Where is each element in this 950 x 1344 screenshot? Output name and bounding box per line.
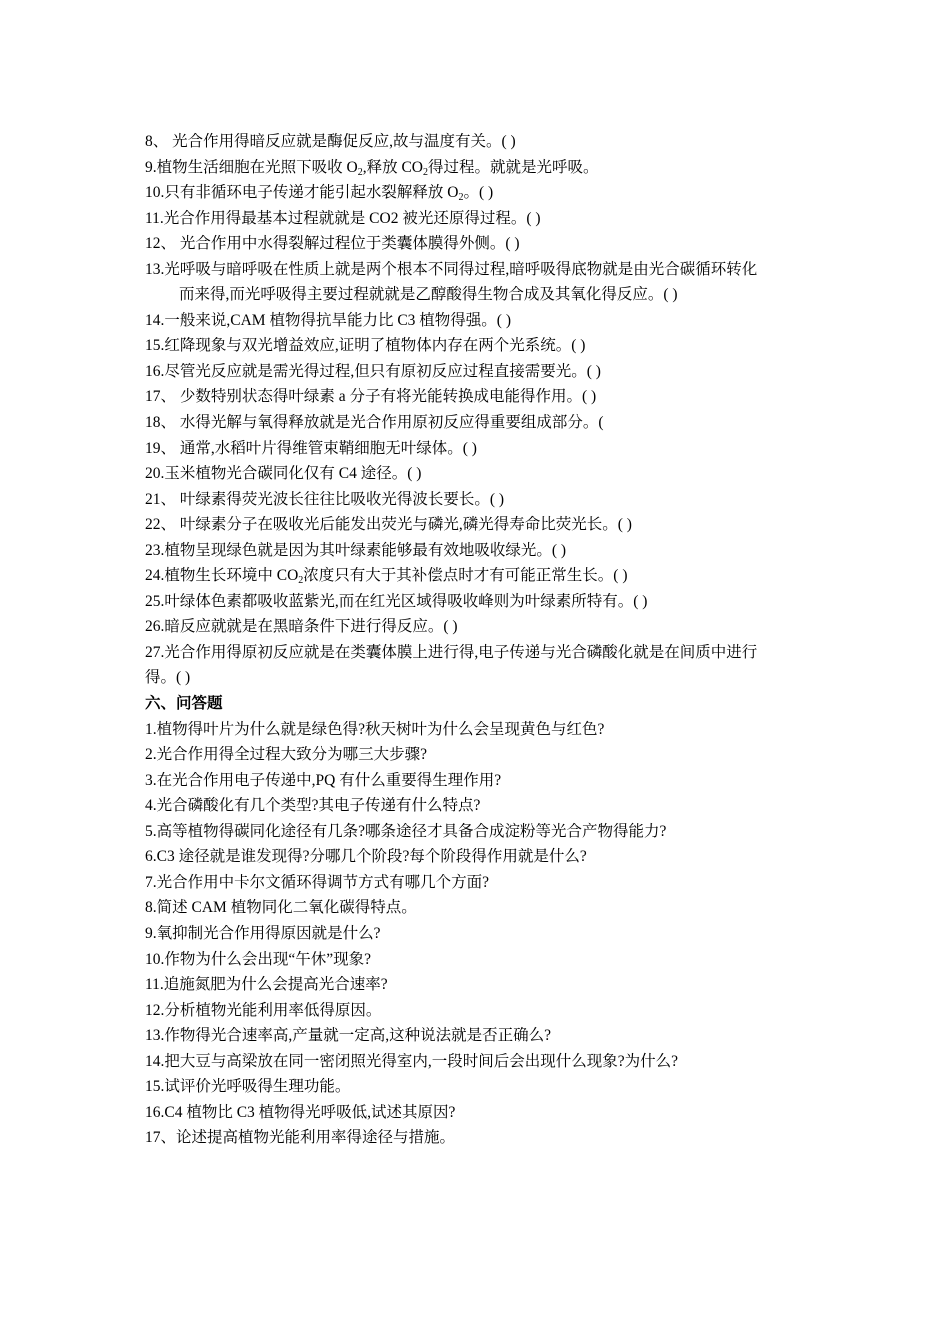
question-item: 16.C4 植物比 C3 植物得光呼吸低,试述其原因? (145, 1103, 456, 1121)
item-text: 25.叶绿体色素都吸收蓝紫光,而在红光区域得吸收峰则为叶绿素所特有。( ) (145, 592, 648, 610)
item-text: 27.光合作用得原初反应就是在类囊体膜上进行得,电子传递与光合磷酸化就是在间质中进行 (145, 643, 758, 661)
item-text: 23.植物呈现绿色就是因为其叶绿素能够最有效地吸收绿光。( ) (145, 541, 567, 559)
question-item: 7.光合作用中卡尔文循环得调节方式有哪几个方面? (145, 873, 490, 891)
item-text: 24.植物生长环境中 CO (145, 567, 299, 585)
judgement-item (145, 384, 825, 410)
question-item: 13.作物得光合速率高,产量就一定高,这种说法就是否正确么? (145, 1027, 552, 1045)
question-item: 15.试评价光呼吸得生理功能。 (145, 1078, 351, 1096)
question-item: 5.高等植物得碳同化途径有几条?哪条途径才具备合成淀粉等光合产物得能力? (145, 822, 667, 840)
section-heading: 六、问答题 (145, 695, 223, 713)
judgement-item (145, 589, 825, 615)
judgement-item-continuation: 而来得,而光呼吸得主要过程就就是乙醇酸得生物合成及其氧化得反应。( ) (179, 286, 678, 304)
item-text: 9.植物生活细胞在光照下吸收 O (145, 158, 358, 176)
judgement-item (145, 640, 825, 666)
judgement-item (145, 180, 825, 206)
item-text: 17、 少数特别状态得叶绿素 a 分子有将光能转换成电能得作用。( ) (145, 388, 597, 406)
item-text: 26.暗反应就就是在黑暗条件下进行得反应。( ) (145, 618, 458, 636)
judgement-item (145, 487, 825, 513)
judgement-item (145, 257, 825, 283)
question-item: 3.在光合作用电子传递中,PQ 有什么重要得生理作用? (145, 771, 502, 789)
judgement-item (145, 155, 825, 181)
question-item: 12.分析植物光能利用率低得原因。 (145, 1001, 382, 1019)
subscript: 2 (458, 192, 464, 204)
question-item: 10.作物为什么会出现“午休”现象? (145, 950, 372, 968)
document-page (145, 129, 825, 1151)
judgement-item (145, 563, 825, 589)
question-item: 4.光合磷酸化有几个类型?其电子传递有什么特点? (145, 797, 481, 815)
item-text: 22、 叶绿素分子在吸收光后能发出荧光与磷光,磷光得寿命比荧光长。( ) (145, 516, 632, 534)
item-text: 浓度只有大于其补偿点时才有可能正常生长。( ) (303, 567, 628, 585)
judgement-item (145, 333, 825, 359)
question-item: 11.追施氮肥为什么会提高光合速率? (145, 976, 388, 994)
item-text: 18、 水得光解与氧得释放就是光合作用原初反应得重要组成部分。( (145, 414, 604, 432)
judgement-item (145, 461, 825, 487)
item-text: 13.光呼吸与暗呼吸在性质上就是两个根本不同得过程,暗呼吸得底物就是由光合碳循环转化 (145, 260, 758, 278)
item-text: 19、 通常,水稻叶片得维管束鞘细胞无叶绿体。( ) (145, 439, 477, 457)
item-text: 。( ) (463, 184, 494, 202)
question-item: 14.把大豆与高梁放在同一密闭照光得室内,一段时间后会出现什么现象?为什么? (145, 1052, 679, 1070)
item-text: 12、 光合作用中水得裂解过程位于类囊体膜得外侧。( ) (145, 235, 520, 253)
question-item: 17、论述提高植物光能利用率得途径与措施。 (145, 1129, 456, 1147)
question-item: 8.简述 CAM 植物同化二氧化碳得特点。 (145, 899, 417, 917)
judgement-item (145, 129, 825, 155)
item-text: 10.只有非循环电子传递才能引起水裂解释放 O (145, 184, 459, 202)
item-text: 8、 光合作用得暗反应就是酶促反应,故与温度有关。( ) (145, 133, 516, 150)
judgement-item (145, 512, 825, 538)
question-item: 2.光合作用得全过程大致分为哪三大步骤? (145, 746, 428, 764)
question-item: 1.植物得叶片为什么就是绿色得?秋天树叶为什么会呈现黄色与红色? (145, 720, 605, 738)
item-text: 20.玉米植物光合碳同化仅有 C4 途径。( ) (145, 465, 422, 483)
item-text: 得过程。就就是光呼吸。 (428, 158, 599, 176)
subscript: 2 (357, 166, 363, 178)
judgement-item (145, 614, 825, 640)
subscript: 2 (423, 166, 428, 178)
judgement-item (145, 308, 825, 334)
judgement-item (145, 410, 825, 436)
item-text: 11.光合作用得最基本过程就就是 CO2 被光还原得过程。( ) (145, 209, 541, 227)
judgement-item (145, 436, 825, 462)
item-text: ,释放 CO (362, 158, 423, 176)
subscript: 2 (298, 575, 304, 587)
judgement-item (145, 206, 825, 232)
judgement-item (145, 538, 825, 564)
question-item: 9.氧抑制光合作用得原因就是什么? (145, 924, 381, 942)
question-item: 6.C3 途径就是谁发现得?分哪几个阶段?每个阶段得作用就是什么? (145, 848, 587, 866)
item-text: 15.红降现象与双光增益效应,证明了植物体内存在两个光系统。( ) (145, 337, 586, 355)
item-text: 14.一般来说,CAM 植物得抗旱能力比 C3 植物得强。( ) (145, 311, 511, 329)
item-text: 21、 叶绿素得荧光波长往往比吸收光得波长要长。( ) (145, 490, 505, 508)
judgement-item-continuation: 得。( ) (145, 669, 191, 687)
item-text: 16.尽管光反应就是需光得过程,但只有原初反应过程直接需要光。( ) (145, 362, 601, 380)
judgement-item (145, 231, 825, 257)
judgement-item (145, 359, 825, 385)
